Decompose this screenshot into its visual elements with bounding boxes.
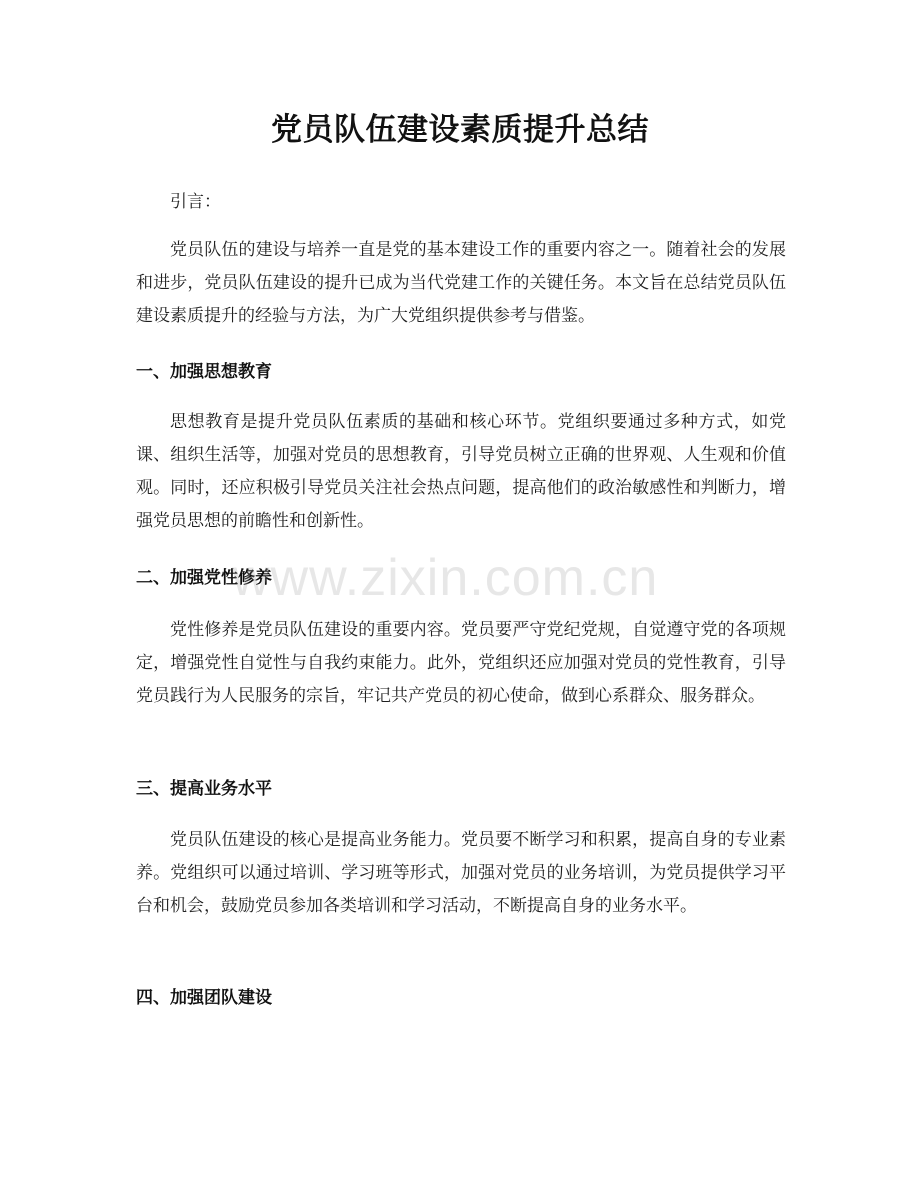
section-paragraph-1: 思想教育是提升党员队伍素质的基础和核心环节。党组织要通过多种方式，如党课、组织生活等，加强对党员的思想教育，引导党员树立正确的世界观、人生观和价值观。同时，还应积极引导党员关注社会热点问题，提高他们的政治敏感性和判断力，增强党员思想的前瞻性和创新性。 xyxy=(136,412,786,531)
intro-paragraph: 党员队伍的建设与培养一直是党的基本建设工作的重要内容之一。随着社会的发展和进步，党员队伍建设的提升已成为当代党建工作的关键任务。本文旨在总结党员队伍建设素质提升的经验与方法，为广大党组织提供参考与借鉴。 xyxy=(136,240,786,326)
section-heading-4: 四、加强团队建设 xyxy=(136,988,272,1008)
section-paragraph-2: 党性修养是党员队伍建设的重要内容。党员要严守党纪党规，自觉遵守党的各项规定，增强党性自觉性与自我约束能力。此外，党组织还应加强对党员的党性教育，引导党员践行为人民服务的宗旨，牢记共产党员的初心使命，做到心系群众、服务群众。 xyxy=(136,620,786,706)
section-heading-2: 二、加强党性修养 xyxy=(136,568,272,588)
section-heading-3: 三、提高业务水平 xyxy=(136,779,272,799)
section-paragraph-3: 党员队伍建设的核心是提高业务能力。党员要不断学习和积累，提高自身的专业素养。党组织可以通过培训、学习班等形式，加强对党员的业务培训，为党员提供学习平台和机会，鼓励党员参加各类培训和学习活动，不断提高自身的业务水平。 xyxy=(136,830,786,916)
section-heading-1: 一、加强思想教育 xyxy=(136,362,272,382)
document-title: 党员队伍建设素质提升总结 xyxy=(271,112,649,148)
intro-label: 引言： xyxy=(170,192,221,212)
watermark: www.zixin.com.cn xyxy=(232,549,659,607)
